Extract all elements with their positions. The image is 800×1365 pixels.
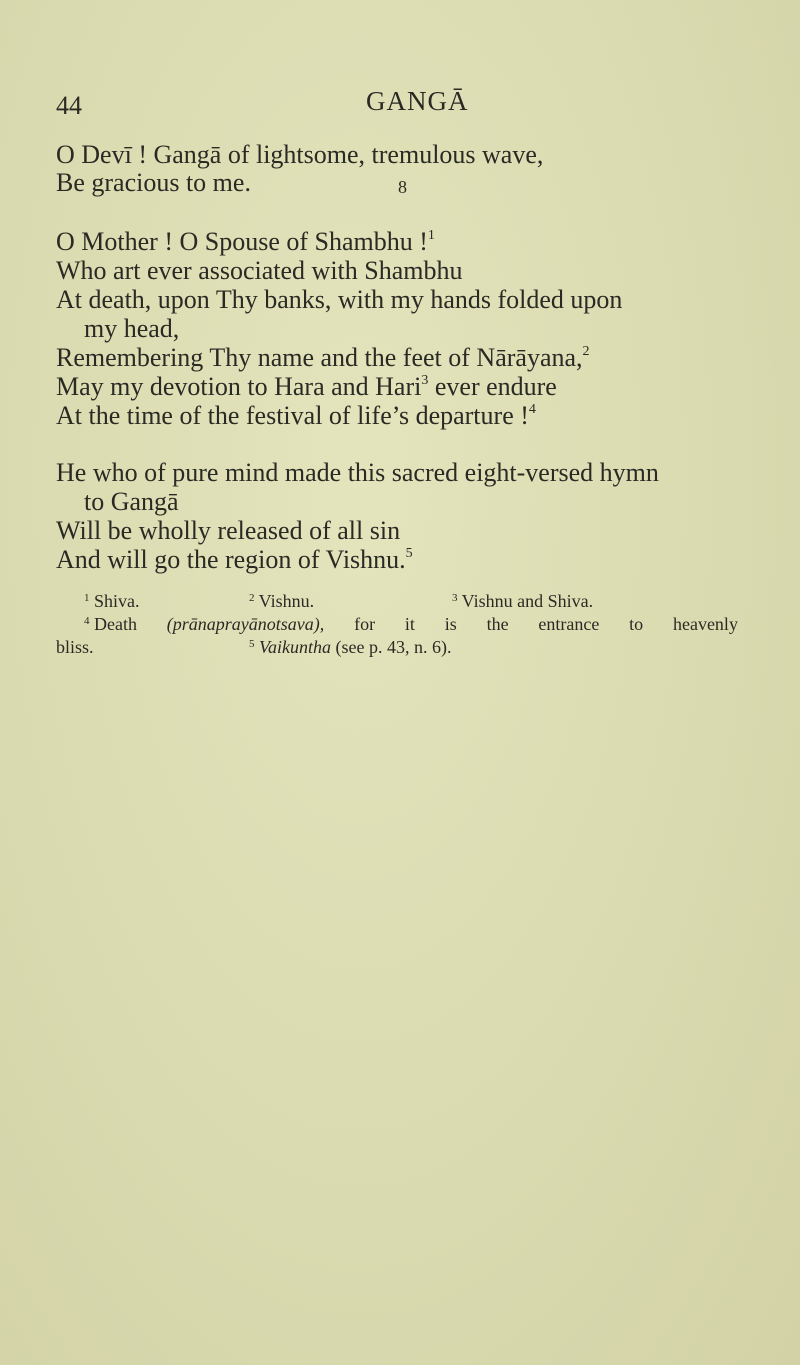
running-title: GANGĀ [366, 86, 469, 116]
footnote-ref: 5 [405, 546, 413, 561]
stanza-number: 8 [398, 177, 407, 197]
verse-line: And will go the region of Vishnu.$^5$ [56, 545, 413, 574]
footnote-2: $^2$ Vishnu. [249, 591, 315, 611]
verse-line: Remembering Thy name and the feet of Nārāyana,$^2$ [56, 343, 590, 372]
verse-line: O Mother ! O Spouse of Shambhu !$^1$ [56, 227, 435, 256]
verse-line: to Gangā [84, 487, 179, 516]
footnote-4-end: bliss. [56, 637, 94, 657]
footnote-3: $^3$ Vishnu and Shiva. [452, 591, 594, 611]
verse-line: May my devotion to Hara and Hari$^3$ ever endure [56, 372, 557, 401]
verse-line: my head, [84, 314, 180, 343]
verse-line: Will be wholly released of all sin [56, 516, 401, 545]
footnote-4: $^4$ Death (prānaprayānotsava), for it is the entrance to heavenly [84, 614, 738, 634]
page-number: 44 [56, 91, 82, 120]
verse-line: At the time of the festival of life’s departure !$^4$ [56, 401, 536, 430]
verse-line: Who art ever associated with Shambhu [56, 256, 463, 285]
footnote-ref: 3 [421, 373, 429, 388]
verse-line: At death, upon Thy banks, with my hands folded upon [56, 285, 623, 314]
footnote-ref: 1 [427, 228, 435, 243]
verse-line: O Devī ! Gangā of lightsome, tremulous wave, [56, 140, 544, 169]
verse-line: He who of pure mind made this sacred eight-versed hymn [56, 458, 659, 487]
footnote-5: $^5$ Vaikuntha (see p. 43, n. 6). [249, 637, 452, 657]
footnote-1: $^1$ Shiva. [84, 591, 140, 611]
footnote-ref: 4 [528, 402, 536, 417]
verse-line: Be gracious to me. [56, 168, 251, 197]
footnote-ref: 2 [582, 344, 590, 359]
